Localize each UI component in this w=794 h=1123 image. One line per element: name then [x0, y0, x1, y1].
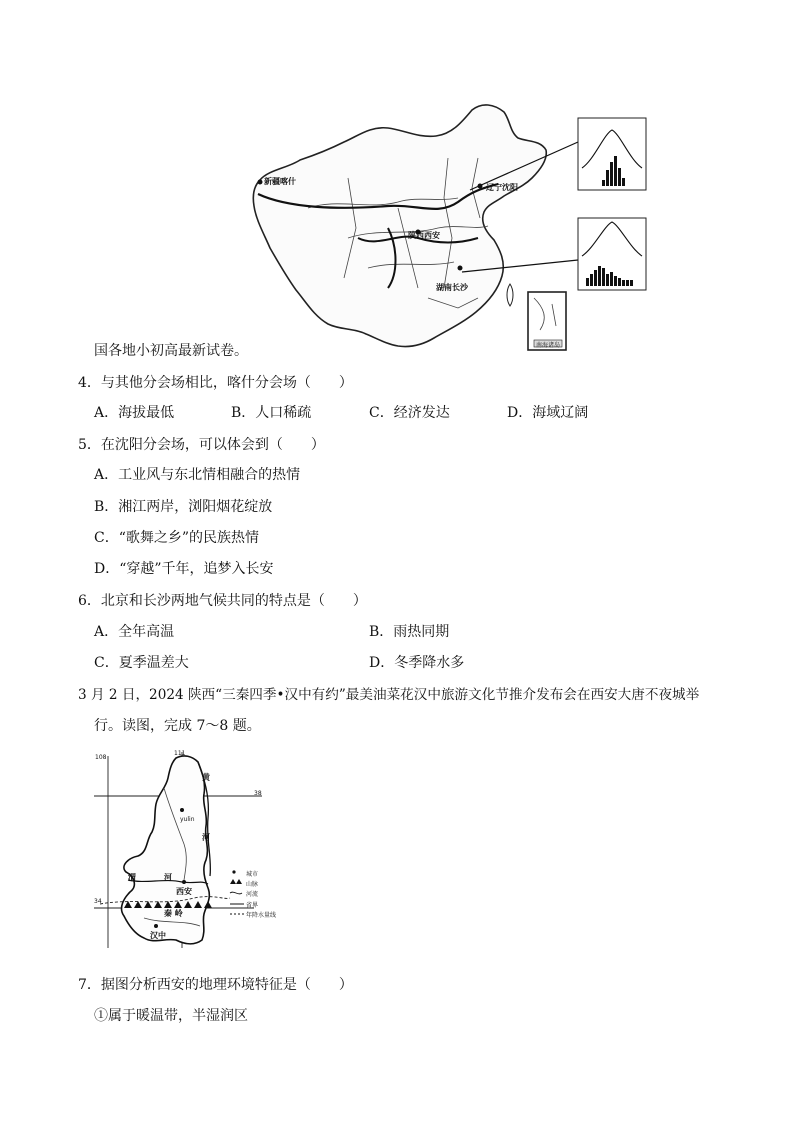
kashgar-point: [258, 180, 263, 185]
china-map-figure: [248, 98, 680, 354]
q7-item-1: ①属于暖温带，半湿润区: [94, 1008, 248, 1024]
china-outline: [253, 105, 546, 347]
xian-dot: [182, 880, 186, 884]
label-nanhai: 南海诸岛: [536, 342, 561, 349]
changsha-point: [458, 266, 463, 271]
intro-tail-text: 国各地小初高最新试卷。: [94, 343, 248, 359]
q4-option-b: B．人口稀疏: [231, 405, 312, 421]
q6-option-a: A．全年高温: [94, 624, 175, 640]
legend-isohyet: 年降水量线: [246, 912, 277, 919]
q4-option-a: A．海拔最低: [94, 405, 175, 421]
label-changsha: 湖南长沙: [436, 283, 468, 292]
q5-option-c: C．“歌舞之乡”的民族热情: [94, 530, 260, 546]
legend-border: 省界: [246, 902, 259, 909]
label-qinling: 秦 岭: [164, 909, 183, 918]
shaanxi-map-svg: [94, 748, 288, 958]
hanzhong-dot: [154, 924, 158, 928]
legend-river: 河流: [246, 891, 259, 898]
passage-line-2: 行。读图，完成 7～8 题。: [94, 718, 261, 734]
label-he: 河: [202, 833, 210, 842]
label-xian-map2: 西安: [176, 887, 192, 896]
q4-stem: 4．与其他分会场相比，喀什分会场（ ）: [78, 375, 353, 391]
label-xian: 陕西西安: [408, 231, 440, 240]
climate-chart-2: [578, 218, 646, 290]
label-kashgar: 新疆喀什: [264, 177, 296, 186]
china-map-svg: [248, 98, 680, 354]
label-wei: 渭: [128, 873, 136, 882]
lon-label-111: 111: [174, 750, 186, 757]
lat-label-34: 34: [94, 898, 102, 905]
label-yulin: yulin: [180, 816, 195, 823]
q4-option-d: D．海域辽阔: [507, 405, 589, 421]
q6-stem: 6．北京和长沙两地气候共同的特点是（ ）: [78, 593, 367, 609]
label-huang: 黄: [202, 773, 210, 782]
passage-line-1: 3 月 2 日，2024 陕西“三秦四季•汉中有约”最美油菜花汉中旅游文化节推介发布会在西安大唐不夜城举: [78, 687, 700, 703]
legend-mountain: 山脉: [246, 881, 259, 888]
q5-option-b: B．湘江两岸，浏阳烟花绽放: [94, 499, 273, 515]
label-he2: 河: [164, 873, 172, 882]
lon-label-108: 108: [95, 754, 107, 761]
yulin-dot: [180, 808, 184, 812]
q5-stem: 5．在沈阳分会场，可以体会到（ ）: [78, 437, 325, 453]
legend-symbols: [230, 870, 244, 914]
shaanxi-map-figure: [94, 748, 288, 958]
label-hanzhong: 汉中: [150, 931, 166, 940]
q7-stem: 7．据图分析西安的地理环境特征是（ ）: [78, 977, 353, 993]
climate-chart-1: [578, 118, 646, 190]
label-shenyang: 辽宁沈阳: [486, 183, 518, 192]
q6-option-c: C．夏季温差大: [94, 655, 189, 671]
q5-option-d: D．“穿越”千年，追梦入长安: [94, 561, 274, 577]
q6-option-b: B．雨热同期: [369, 624, 450, 640]
q4-option-c: C．经济发达: [369, 405, 450, 421]
lat-label-38: 38: [254, 790, 262, 797]
q6-option-d: D．冬季降水多: [369, 655, 465, 671]
legend-city: 城市: [246, 871, 259, 878]
q5-option-a: A．工业风与东北情相融合的热情: [94, 467, 301, 483]
